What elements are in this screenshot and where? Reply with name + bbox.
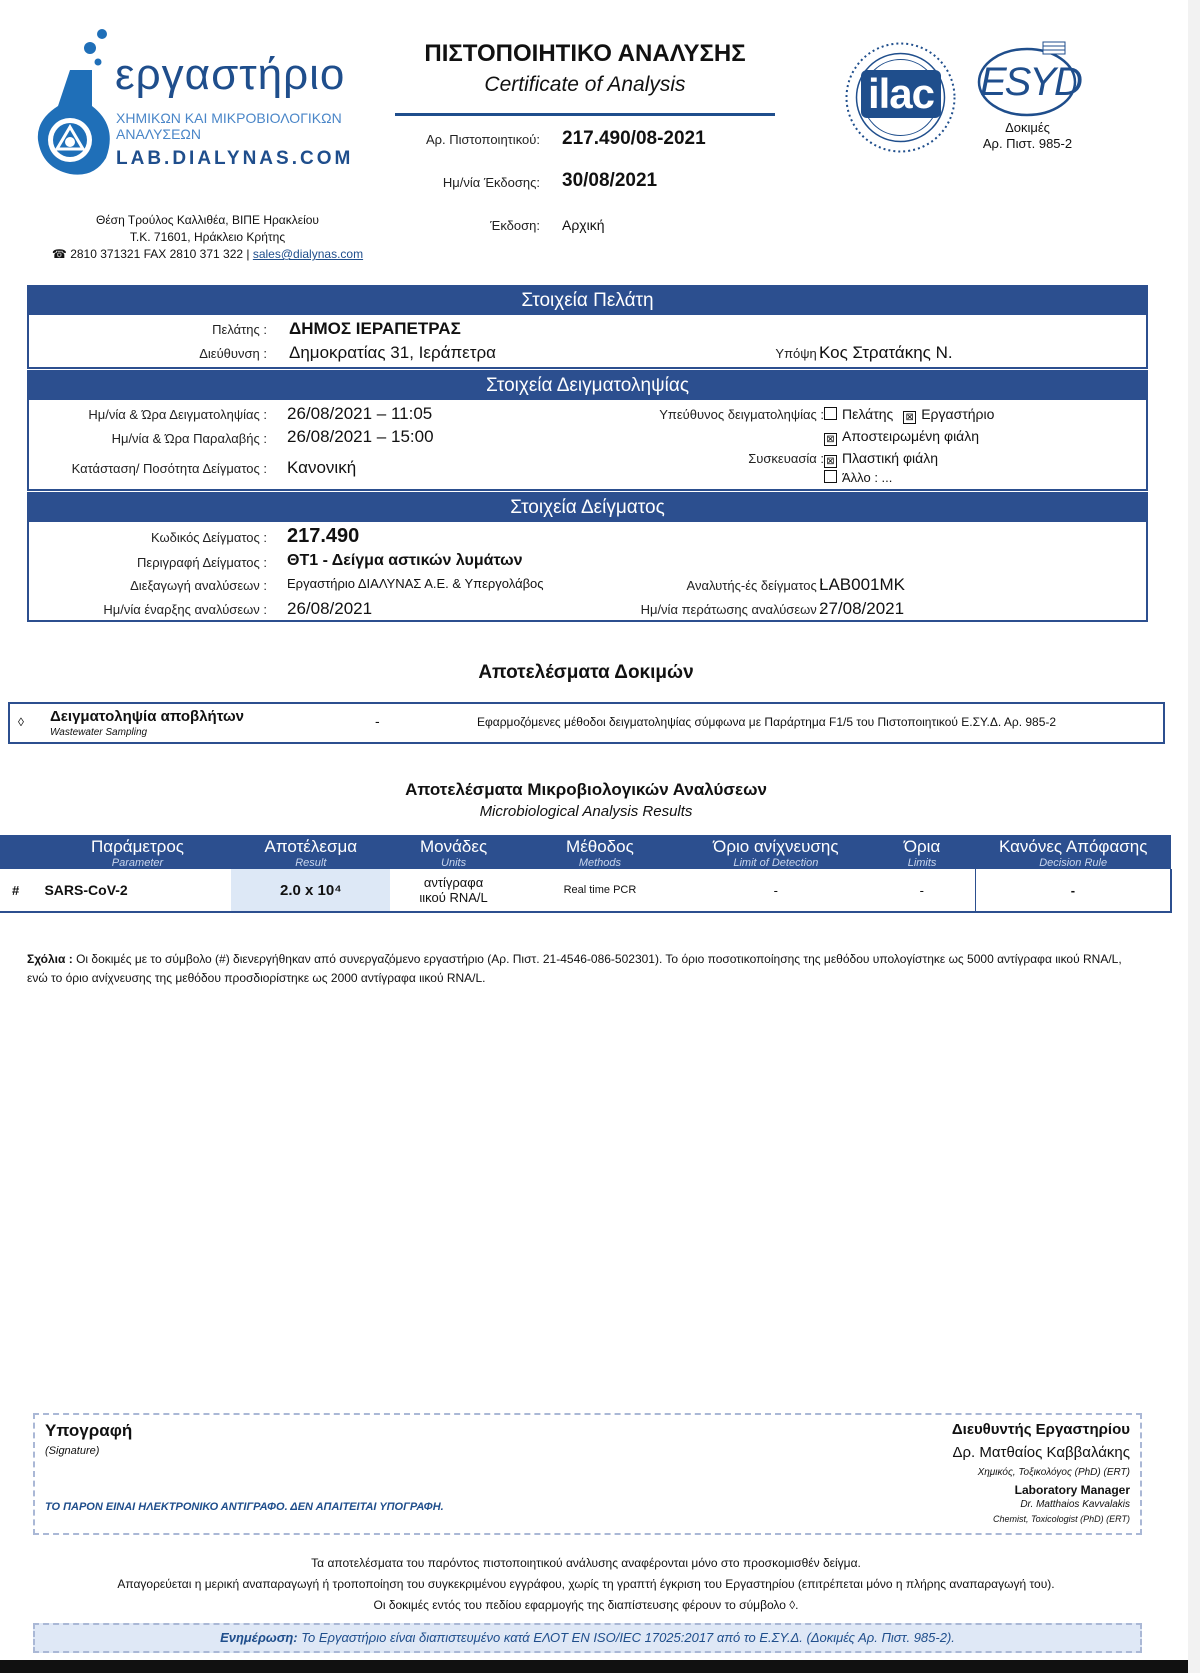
logo-name: εργαστήριο xyxy=(115,50,346,99)
sample-section xyxy=(27,492,1148,622)
edition: Αρχική xyxy=(562,217,605,233)
receipt-datetime: 26/08/2021 – 15:00 xyxy=(287,427,434,446)
checkbox-other[interactable] xyxy=(824,470,837,483)
issue-date-label: Ημ/νία Έκδοσης: xyxy=(442,175,540,190)
client-section xyxy=(27,285,1148,369)
responsible-label: Υπεύθυνος δειγματοληψίας : xyxy=(659,407,824,422)
title-underline xyxy=(395,113,775,116)
table-header-row xyxy=(0,835,1171,869)
micro-heading-gr: Αποτελέσματα Μικροβιολογικών Αναλύσεων xyxy=(405,780,767,799)
esyd-text: ESYD xyxy=(980,60,1081,104)
signature-label-en: (Signature) xyxy=(45,1445,100,1457)
logo-website: LAB.DIALYNAS.COM xyxy=(116,148,354,169)
client-attn-label: Υπόψη : xyxy=(775,346,824,361)
manager-name-en: Dr. Matthaios Kavvalakis xyxy=(1020,1499,1130,1510)
footer-line-1: Τα αποτελέσματα του παρόντος πιστοποιητικού ανάλυσης αναφέρονται μόνο στο προσκομισθέν δείγμα. xyxy=(311,1556,861,1570)
flask-logo-icon xyxy=(30,28,125,178)
contact-line: ☎ 2810 371321 FAX 2810 371 322 | sales@dialynas.com xyxy=(51,247,364,261)
bottom-edge xyxy=(0,1660,1200,1673)
sampling-heading: Στοιχεία Δειγματοληψίας xyxy=(29,372,1146,400)
col-method: Μέθοδος Methods xyxy=(517,835,683,869)
ilac-text: ilac xyxy=(861,70,941,118)
phone: ☎ 2810 371321 xyxy=(51,247,141,261)
tests-row xyxy=(8,702,1165,744)
sterile-option xyxy=(824,428,979,446)
logo-subtitle-2: ΑΝΑΛΥΣΕΩΝ xyxy=(116,126,202,142)
sampling-datetime: 26/08/2021 – 11:05 xyxy=(287,404,433,423)
opt-sterile-label: Αποστειρωμένη φιάλη xyxy=(842,428,980,444)
plastic-option xyxy=(824,450,938,468)
email-link[interactable]: sales@dialynas.com xyxy=(252,247,364,261)
logo-subtitle-1: ΧΗΜΙΚΩΝ ΚΑΙ ΜΙΚΡΟΒΙΟΛΟΓΙΚΩΝ xyxy=(116,110,342,126)
footer-notes xyxy=(0,1553,1172,1616)
col-lod: Όριο ανίχνευσης Limit of Detection xyxy=(683,835,869,869)
notice-label: Ενημέρωση: xyxy=(220,1630,298,1645)
comments-label: Σχόλια : xyxy=(27,952,73,966)
test-dash: - xyxy=(375,713,380,729)
sample-code-label: Κωδικός Δείγματος : xyxy=(150,530,267,545)
row-decision: - xyxy=(975,869,1171,912)
analyst-label: Αναλυτής-ές δείγματος : xyxy=(686,578,824,593)
row-units: αντίγραφα ιικού RNA/L xyxy=(390,869,517,912)
col-units: Μονάδες Units xyxy=(390,835,517,869)
comments-text: Οι δοκιμές με το σύμβολο (#) διενεργήθηκαν από συνεργαζόμενο εργαστήριο (Αρ. Πιστ. 21-4546-086-502301). Το όριο ποσοτικοποίησης της μεθόδου υπολογίστηκε ως 5000 αντίγραφα ιικού RNA/L, ενώ το όριο ανίχνευσης της μεθόδου προσδιορίστηκε ως 2000 αντίγραφα ιικού RNA/L. xyxy=(27,952,1122,985)
checkbox-sterile[interactable]: ⊠ xyxy=(824,433,837,446)
test-note: Εφαρμοζόμενες μέθοδοι δειγματοληψίας σύμφωνα με Παράρτημα F1/5 του Πιστοποιητικού Ε.ΣΥ.Δ. Αρ. 985-2 xyxy=(477,715,1057,729)
comments xyxy=(27,950,1127,988)
opt-lab-label: Εργαστήριο xyxy=(921,406,995,422)
manager-title: Διευθυντής Εργαστηρίου xyxy=(951,1421,1130,1438)
opt-plastic-label: Πλαστική φιάλη xyxy=(842,450,939,466)
sample-heading: Στοιχεία Δείγματος xyxy=(29,494,1146,522)
analyst: LAB001MK xyxy=(819,575,905,594)
col-parameter: Παράμετρος Parameter xyxy=(43,835,231,869)
lab-logo xyxy=(30,28,380,178)
accredited-marker: ◊ xyxy=(18,715,24,729)
manager-role: Χημικός, Τοξικολόγος (PhD) (ERT) xyxy=(977,1467,1130,1478)
end-date: 27/08/2021 xyxy=(819,599,905,618)
tests-heading: Αποτελέσματα Δοκιμών xyxy=(478,662,694,683)
address-line-2: Τ.Κ. 71601, Ηράκλειο Κρήτης xyxy=(129,230,286,244)
esyd-logo xyxy=(975,40,1080,120)
table-row xyxy=(0,869,1171,912)
manager-name: Δρ. Ματθαίος Καββαλάκης xyxy=(952,1444,1130,1461)
address-line-1: Θέση Τρούλος Καλλιθέα, ΒΙΠΕ Ηρακλείου xyxy=(96,213,319,227)
issue-date: 30/08/2021 xyxy=(562,170,658,191)
fax: FAX 2810 371 322 xyxy=(143,247,244,261)
col-limits: Όρια Limits xyxy=(869,835,976,869)
start-label: Ημ/νία έναρξης αναλύσεων : xyxy=(103,602,267,617)
sample-desc: ΘΤ1 - Δείγμα αστικών λυμάτων xyxy=(287,552,523,569)
row-mark: # xyxy=(0,869,43,912)
row-parameter: SARS-CoV-2 xyxy=(43,869,231,912)
performed-label: Διεξαγωγή αναλύσεων : xyxy=(130,578,267,593)
manager-title-en: Laboratory Manager xyxy=(1014,1483,1130,1497)
cert-no: 217.490/08-2021 xyxy=(562,128,706,149)
client-attn: Κος Στρατάκης Ν. xyxy=(819,343,953,362)
edition-label: Έκδοση: xyxy=(490,218,540,233)
col-result: Αποτέλεσμα Result xyxy=(231,835,390,869)
sample-code: 217.490 xyxy=(287,525,360,547)
condition: Κανονική xyxy=(287,458,357,477)
test-name: Δειγματοληψία αποβλήτων xyxy=(50,708,245,725)
cert-no-label: Αρ. Πιστοποιητικού: xyxy=(425,132,540,147)
row-lod: - xyxy=(683,869,869,912)
row-method: Real time PCR xyxy=(517,869,683,912)
checkbox-plastic[interactable]: ⊠ xyxy=(824,455,837,468)
checkbox-client[interactable] xyxy=(824,407,837,420)
sample-desc-label: Περιγραφή Δείγματος : xyxy=(137,555,267,570)
test-name-en: Wastewater Sampling xyxy=(50,727,148,738)
client-heading: Στοιχεία Πελάτη xyxy=(29,287,1146,315)
opt-other-label: Άλλο : ... xyxy=(842,470,893,485)
row-limits: - xyxy=(869,869,976,912)
manager-role-en: Chemist, Toxicologist (PhD) (ERT) xyxy=(992,1514,1130,1524)
col-decision: Κανόνες Απόφασης Decision Rule xyxy=(975,835,1171,869)
packaging-label: Συσκευασία : xyxy=(748,451,824,466)
condition-label: Κατάσταση/ Ποσότητα Δείγματος : xyxy=(71,461,267,476)
title-gr: ΠΙΣΤΟΠΟΙΗΤΙΚΟ ΑΝΑΛΥΣΗΣ xyxy=(424,40,746,67)
end-label: Ημ/νία περάτωσης αναλύσεων : xyxy=(640,602,824,617)
footer-line-3: Οι δοκιμές εντός του πεδίου εφαρμογής της διαπίστευσης φέρουν το σύμβολο ◊. xyxy=(373,1598,799,1612)
lab-address xyxy=(30,212,385,263)
row-result: 2.0 x 10⁴ xyxy=(231,869,390,912)
right-edge xyxy=(1188,0,1200,1673)
client-address-label: Διεύθυνση : xyxy=(199,346,267,361)
notice-text: Το Εργαστήριο είναι διαπιστευμένο κατά ΕΛΟΤ ΕΝ ISO/IEC 17025:2017 από το Ε.ΣΥ.Δ. (Δοκιμές Αρ. Πιστ. 985-2). xyxy=(301,1630,955,1645)
opt-client-label: Πελάτης xyxy=(842,406,894,422)
performed: Εργαστήριο ΔΙΑΛΥΝΑΣ Α.Ε. & Υπεργολάβος xyxy=(287,576,544,591)
signature-label: Υπογραφή xyxy=(45,1421,133,1440)
ilac-logo xyxy=(843,40,958,155)
title-en: Certificate of Analysis xyxy=(484,73,686,96)
checkbox-lab[interactable]: ⊠ xyxy=(903,411,916,424)
client-label: Πελάτης : xyxy=(212,322,267,337)
esyd-tests-label: Δοκιμές xyxy=(1005,120,1050,135)
micro-heading-en: Microbiological Analysis Results xyxy=(479,803,693,820)
micro-results-table xyxy=(0,835,1172,913)
esyd-cert-no: Αρ. Πιστ. 985-2 xyxy=(982,136,1073,151)
footer-line-2: Απαγορεύεται η μερική αναπαραγωγή ή τροποποίηση του συγκεκριμένου εγγράφου, χωρίς τη γραπτή έγκριση του Εργαστηρίου (επιτρέπεται μόνο η πλήρης αναπαραγωγή του). xyxy=(117,1577,1055,1591)
client-address: Δημοκρατίας 31, Ιεράπετρα xyxy=(289,343,496,362)
sampling-datetime-label: Ημ/νία & Ώρα Δειγματοληψίας : xyxy=(88,407,267,422)
signature-box xyxy=(33,1413,1142,1535)
sampling-section xyxy=(27,370,1148,491)
client-name: ΔΗΜΟΣ ΙΕΡΑΠΕΤΡΑΣ xyxy=(289,319,461,338)
receipt-label: Ημ/νία & Ώρα Παραλαβής : xyxy=(111,431,267,446)
other-option xyxy=(824,470,892,485)
accreditation-notice xyxy=(33,1623,1142,1653)
electronic-copy-note: ΤΟ ΠΑΡΟΝ ΕΙΝΑΙ ΗΛΕΚΤΡΟΝΙΚΟ ΑΝΤΙΓΡΑΦΟ. ΔΕΝ ΑΠΑΙΤΕΙΤΑΙ ΥΠΟΓΡΑΦΗ. xyxy=(45,1501,444,1513)
responsible-options xyxy=(824,406,994,424)
start-date: 26/08/2021 xyxy=(287,599,373,618)
